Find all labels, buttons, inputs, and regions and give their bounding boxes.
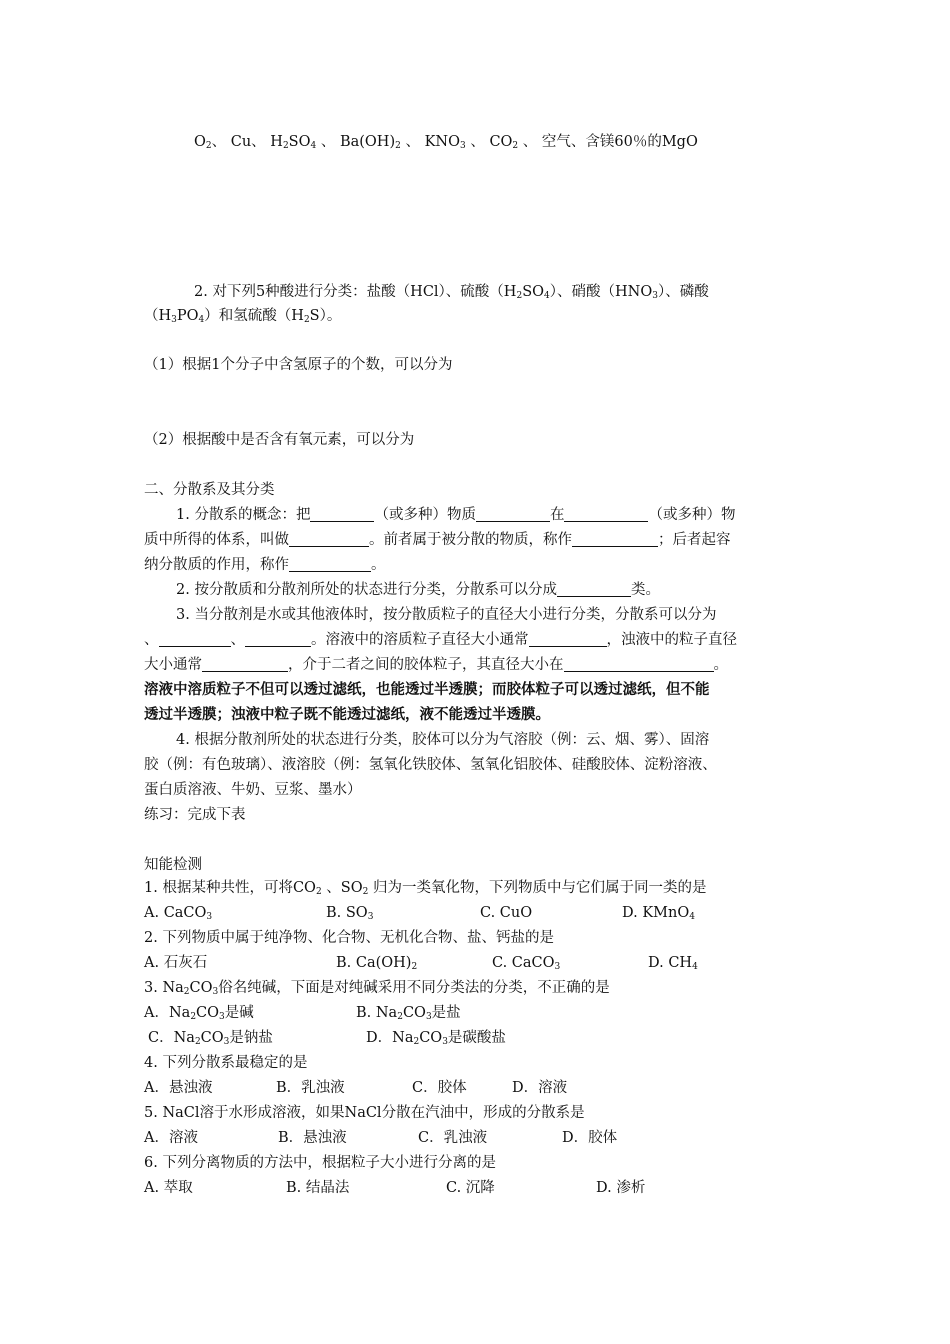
section2-p4-line2: 胶（例：有色玻璃）、液溶胶（例：氢氧化铁胶体、氢氧化铝胶体、硅酸胶体、淀粉溶液、 <box>144 757 717 773</box>
option-c[interactable]: C．乳浊液 <box>418 1130 488 1146</box>
option-d[interactable]: D．胶体 <box>562 1130 618 1146</box>
option-c[interactable]: C. CaCO$_3$ <box>492 955 561 972</box>
option-b[interactable]: B．乳浊液 <box>276 1080 345 1096</box>
section2-p1-line1: 1. 分散系的概念：把 （或多种）物质 在 （或多种）物 <box>176 507 736 523</box>
quiz-q4: 4. 下列分散系最稳定的是 <box>144 1055 308 1071</box>
q2-part2: （2）根据酸中是否含有氧元素，可以分为 <box>144 432 415 448</box>
section2-p1-line3: 纳分散质的作用，称作 。 <box>144 557 386 573</box>
blank <box>564 657 714 672</box>
blank <box>289 557 371 572</box>
option-d[interactable]: D. KMnO$_4$ <box>622 905 695 922</box>
section2-heading: 二、分散系及其分类 <box>144 482 275 498</box>
formula-line: $O_2$、 Cu、 $H_2SO_4$ 、 $Ba(OH)_2$ 、 $KNO_3$ 、 $CO_2$ 、 空气、含镁60％的MgO <box>194 134 698 151</box>
option-c[interactable]: C．$Na_2CO_3$是钠盐 <box>148 1030 273 1047</box>
blank <box>159 632 231 647</box>
quiz-q5: 5. NaCl溶于水形成溶液，如果NaCl分散在汽油中，形成的分散系是 <box>144 1105 585 1121</box>
option-b[interactable]: B. 结晶法 <box>286 1180 350 1196</box>
section2-p2: 2. 按分散质和分散剂所处的状态进行分类，分散系可以分成 类。 <box>176 582 660 598</box>
blank <box>564 507 648 522</box>
formula-kno3: KNO <box>424 134 460 150</box>
formula-baoh2: Ba(OH) <box>339 134 396 150</box>
blank <box>529 632 607 647</box>
option-a[interactable]: A. 萃取 <box>144 1180 193 1196</box>
option-d[interactable]: D. $CH_4$ <box>648 955 698 972</box>
formula-o2: O <box>194 134 206 150</box>
quiz-q2: 2. 下列物质中属于纯净物、化合物、无机化合物、盐、钙盐的是 <box>144 930 554 946</box>
option-b[interactable]: B. $SO_3$ <box>326 905 374 922</box>
blank <box>557 582 631 597</box>
q2-line1: 2. 对下列5种酸进行分类：盐酸（HCl）、硫酸$(H_2SO_4)$、硝酸$(HNO_3)$、磷酸 <box>194 284 709 301</box>
option-c[interactable]: C. CuO <box>480 905 533 921</box>
section2-p3-line1: 3. 当分散剂是水或其他液体时，按分散质粒子的直径大小进行分类，分散系可以分为 <box>176 607 717 623</box>
q2-part1: （1）根据1个分子中含氢原子的个数，可以分为 <box>144 357 453 373</box>
section2-p3-line2: 、 、 。溶液中的溶质粒子直径大小通常 ，浊液中的粒子直径 <box>144 632 737 648</box>
section2-p4-line1: 4. 根据分散剂所处的状态进行分类，胶体可以分为气溶胶（例：云、烟、雾）、固溶 <box>176 732 710 748</box>
option-c[interactable]: C. 沉降 <box>446 1180 495 1196</box>
blank <box>476 507 550 522</box>
option-d[interactable]: D．$Na_2CO_3$是碳酸盐 <box>366 1030 506 1047</box>
quiz-q1: 1. 根据某种共性，可将$CO_2$ 、$SO_2$ 归为一类氧化物，下列物质中与它们属于同一类的是 <box>144 880 707 897</box>
quiz-heading: 知能检测 <box>144 857 202 873</box>
section2-bold-line2: 透过半透膜；浊液中粒子既不能透过滤纸，液不能透过半透膜。 <box>144 706 550 723</box>
option-d[interactable]: D．溶液 <box>512 1080 568 1096</box>
blank <box>245 632 311 647</box>
blank <box>572 532 658 547</box>
quiz-q3: 3. $Na_2CO_3$俗名纯碱，下面是对纯碱采用不同分类法的分类，不正确的是 <box>144 980 610 997</box>
formula-cu: Cu <box>230 134 252 150</box>
section2-p3-line3: 大小通常 ，介于二者之间的胶体粒子，其直径大小在 。 <box>144 657 728 673</box>
option-b[interactable]: B. $Na_2CO_3$是盐 <box>356 1005 461 1022</box>
option-a[interactable]: A. 石灰石 <box>144 955 208 971</box>
formula-h2so4: H <box>270 134 283 150</box>
section2-bold-line1: 溶液中溶质粒子不但可以透过滤纸，也能透过半透膜；而胶体粒子可以透过滤纸，但不能 <box>144 681 710 698</box>
formula-co2: CO <box>489 134 513 150</box>
section2-p1-line2: 质中所得的体系，叫做 。前者属于被分散的物质，称作 ；后者起容 <box>144 532 731 548</box>
blank <box>202 657 288 672</box>
option-a[interactable]: A. CaCO$_3$ <box>144 905 213 922</box>
option-d[interactable]: D. 渗析 <box>596 1180 646 1196</box>
option-b[interactable]: B．悬浊液 <box>278 1130 347 1146</box>
option-a[interactable]: A．$Na_2CO_3$是碱 <box>144 1005 254 1022</box>
option-c[interactable]: C．胶体 <box>412 1080 467 1096</box>
quiz-q6: 6. 下列分离物质的方法中，根据粒子大小进行分离的是 <box>144 1155 496 1171</box>
exercise-label: 练习：完成下表 <box>144 807 246 823</box>
blank <box>289 532 369 547</box>
option-a[interactable]: A．悬浊液 <box>144 1080 213 1096</box>
option-a[interactable]: A．溶液 <box>144 1130 198 1146</box>
option-b[interactable]: B. $Ca(OH)_2$ <box>336 955 418 972</box>
section2-p4-line3: 蛋白质溶液、牛奶、豆浆、墨水） <box>144 782 362 798</box>
formula-tail: 空气、含镁60％的MgO <box>541 134 698 150</box>
q2-line2: $(H_3PO_4)$和氢硫酸$(H_2S)$。 <box>144 308 342 325</box>
blank <box>310 507 374 522</box>
